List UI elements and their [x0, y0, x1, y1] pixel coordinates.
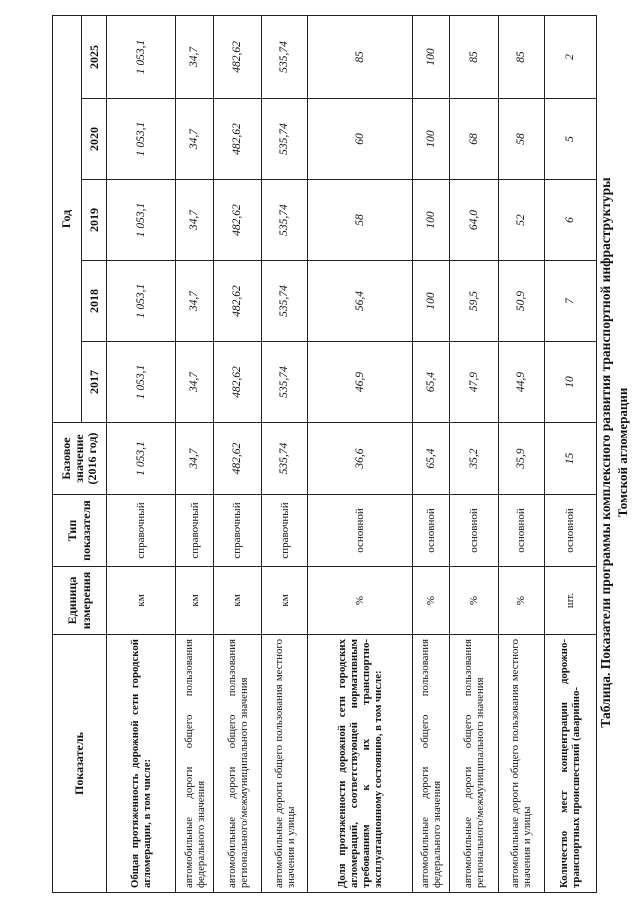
- value-2018: 1 053,1: [107, 261, 176, 342]
- table-row: [107, 15, 176, 892]
- value-2019: 1 053,1: [107, 180, 176, 261]
- table-row: [412, 15, 450, 892]
- value-2018: 56,4: [308, 261, 413, 342]
- header-year-2025: 2025: [82, 15, 107, 98]
- indicator-name: автомобильные дороги общего пользования федерального значения: [412, 635, 450, 893]
- value-2017: 1 053,1: [107, 342, 176, 423]
- value-2025: 2: [544, 15, 596, 98]
- indicator-name: автомобильные дороги общего пользования регионального/межмуниципального значения: [214, 635, 262, 893]
- type-cell: основной: [412, 495, 450, 567]
- value-2017: 482,62: [214, 342, 262, 423]
- value-2025: 85: [450, 15, 498, 98]
- type-cell: справочный: [176, 495, 214, 567]
- value-2025: 85: [308, 15, 413, 98]
- value-2025: 34,7: [176, 15, 214, 98]
- table-row: [176, 15, 214, 892]
- value-2019: 58: [308, 180, 413, 261]
- table-row: [498, 15, 544, 892]
- type-cell: основной: [544, 495, 596, 567]
- indicator-name: автомобильные дороги общего пользования местного значения и улицы: [262, 635, 308, 893]
- base-value: 15: [544, 423, 596, 495]
- value-2018: 100: [412, 261, 450, 342]
- unit-cell: %: [412, 567, 450, 635]
- unit-cell: км: [214, 567, 262, 635]
- type-cell: справочный: [107, 495, 176, 567]
- value-2017: 65,4: [412, 342, 450, 423]
- value-2018: 535,74: [262, 261, 308, 342]
- header-indicator: Показатель: [53, 635, 107, 893]
- unit-cell: %: [450, 567, 498, 635]
- value-2020: 58: [498, 99, 544, 180]
- value-2020: 60: [308, 99, 413, 180]
- value-2019: 535,74: [262, 180, 308, 261]
- value-2018: 50,9: [498, 261, 544, 342]
- value-2019: 64,0: [450, 180, 498, 261]
- type-cell: основной: [450, 495, 498, 567]
- base-value: 1 053,1: [107, 423, 176, 495]
- value-2020: 535,74: [262, 99, 308, 180]
- value-2020: 5: [544, 99, 596, 180]
- value-2019: 34,7: [176, 180, 214, 261]
- title-line-1: Таблица. Показатели программы комплексного развития транспортной инфраструктуры: [598, 177, 613, 728]
- header-year-2017: 2017: [82, 342, 107, 423]
- base-value: 35,2: [450, 423, 498, 495]
- value-2020: 1 053,1: [107, 99, 176, 180]
- table-row: [308, 15, 413, 892]
- value-2017: 535,74: [262, 342, 308, 423]
- unit-cell: %: [498, 567, 544, 635]
- value-2020: 68: [450, 99, 498, 180]
- value-2018: 482,62: [214, 261, 262, 342]
- indicator-name: Количество мест концентрации дорожно-транспортных происшествий (аварийно-: [544, 635, 596, 893]
- value-2017: 46,9: [308, 342, 413, 423]
- unit-cell: км: [176, 567, 214, 635]
- value-2025: 85: [498, 15, 544, 98]
- value-2020: 482,62: [214, 99, 262, 180]
- title-line-2: Томской агломерации: [615, 387, 630, 518]
- header-type: Тип показателя: [53, 495, 107, 567]
- value-2017: 34,7: [176, 342, 214, 423]
- indicator-name: автомобильные дороги общего пользования федерального значения: [176, 635, 214, 893]
- table-row: [450, 15, 498, 892]
- base-value: 36,6: [308, 423, 413, 495]
- indicators-table: [52, 15, 597, 893]
- unit-cell: шт.: [544, 567, 596, 635]
- value-2020: 100: [412, 99, 450, 180]
- unit-cell: км: [107, 567, 176, 635]
- table-row: [262, 15, 308, 892]
- header-year-2020: 2020: [82, 99, 107, 180]
- base-value: 65,4: [412, 423, 450, 495]
- type-cell: основной: [498, 495, 544, 567]
- value-2018: 7: [544, 261, 596, 342]
- base-value: 35,9: [498, 423, 544, 495]
- header-unit: Единица измерения: [53, 567, 107, 635]
- type-cell: справочный: [262, 495, 308, 567]
- indicator-name: автомобильные дороги общего пользования регионального/межмуниципального значения: [450, 635, 498, 893]
- value-2019: 6: [544, 180, 596, 261]
- value-2018: 59,5: [450, 261, 498, 342]
- base-value: 482,62: [214, 423, 262, 495]
- type-cell: справочный: [214, 495, 262, 567]
- indicator-name: Доля протяженности дорожной сети городских агломераций, соответствующей нормативным требованиям к их транспортно-эксплуатационному состоянию, в том числе:: [308, 635, 413, 893]
- type-cell: основной: [308, 495, 413, 567]
- base-value: 34,7: [176, 423, 214, 495]
- value-2025: 535,74: [262, 15, 308, 98]
- value-2018: 34,7: [176, 261, 214, 342]
- table-row: [214, 15, 262, 892]
- indicator-name: автомобильные дороги общего пользования местного значения и улицы: [498, 635, 544, 893]
- value-2019: 100: [412, 180, 450, 261]
- base-value: 535,74: [262, 423, 308, 495]
- table-row: [544, 15, 596, 892]
- value-2025: 1 053,1: [107, 15, 176, 98]
- value-2017: 44,9: [498, 342, 544, 423]
- header-base: Базовое значение (2016 год): [53, 423, 107, 495]
- header-year-2018: 2018: [82, 261, 107, 342]
- value-2019: 482,62: [214, 180, 262, 261]
- unit-cell: км: [262, 567, 308, 635]
- value-2020: 34,7: [176, 99, 214, 180]
- value-2017: 10: [544, 342, 596, 423]
- value-2025: 100: [412, 15, 450, 98]
- indicator-name: Общая протяженность дорожной сети городской агломерации, в том числе:: [107, 635, 176, 893]
- value-2017: 47,9: [450, 342, 498, 423]
- unit-cell: %: [308, 567, 413, 635]
- header-year: Год: [53, 15, 82, 422]
- value-2019: 52: [498, 180, 544, 261]
- table-title: [598, 20, 631, 885]
- header-year-2019: 2019: [82, 180, 107, 261]
- value-2025: 482,62: [214, 15, 262, 98]
